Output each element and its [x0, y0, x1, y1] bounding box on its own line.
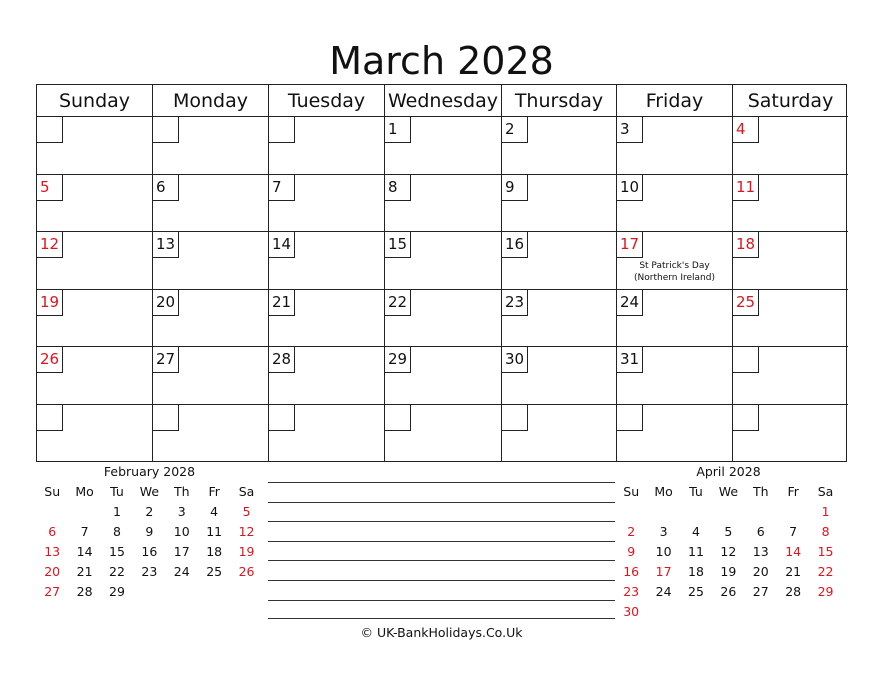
mini-day: 4 [692, 524, 700, 539]
day-number [733, 347, 759, 373]
copyright-footer: © UK-BankHolidays.Co.Uk [360, 625, 523, 640]
holiday-label-line: St Patrick's Day [639, 261, 710, 271]
mini-weekday-header: Mo [654, 484, 673, 499]
note-line[interactable] [268, 560, 615, 580]
mini-day: 29 [109, 584, 125, 599]
mini-day: 26 [720, 584, 737, 599]
mini-day: 25 [206, 564, 223, 579]
mini-day: 11 [688, 544, 704, 559]
mini-calendar-days [36, 482, 263, 602]
mini-day: 29 [817, 584, 834, 599]
day-number [37, 405, 63, 431]
mini-calendar-title: April 2028 [696, 464, 761, 479]
mini-day: 14 [76, 544, 93, 559]
mini-weekday-header: Fr [208, 484, 220, 499]
mini-weekday-header: Tu [110, 484, 124, 499]
mini-day: 10 [173, 524, 190, 539]
mini-day: 16 [623, 564, 640, 579]
mini-day: 24 [655, 584, 672, 599]
mini-day: 6 [756, 524, 765, 539]
weekday-header: Sunday [37, 85, 153, 117]
mini-day: 1 [821, 504, 830, 519]
mini-calendar-days [615, 482, 842, 622]
mini-day: 20 [44, 564, 61, 579]
mini-day: 16 [141, 544, 158, 559]
mini-weekday-header: Tu [689, 484, 703, 499]
mini-day [198, 582, 230, 602]
day-cell[interactable] [269, 117, 385, 175]
mini-calendar-previous-month [36, 463, 263, 602]
mini-day [777, 602, 809, 622]
day-number: 24 [617, 290, 643, 316]
mini-day: 21 [785, 564, 802, 579]
day-cell[interactable] [617, 347, 733, 405]
mini-day: 11 [206, 524, 223, 539]
mini-day: 19 [720, 564, 737, 579]
day-cell[interactable] [502, 175, 617, 232]
mini-day: 3 [659, 524, 668, 539]
mini-weekday-header: Fr [787, 484, 799, 499]
day-cell[interactable] [153, 405, 269, 461]
mini-day: 21 [76, 564, 93, 579]
mini-day: 19 [238, 544, 255, 559]
mini-weekday-header: Th [752, 484, 769, 499]
mini-day [230, 582, 262, 602]
mini-day: 3 [177, 504, 186, 519]
mini-day [680, 502, 712, 522]
day-number: 26 [37, 347, 63, 373]
day-cell[interactable] [617, 405, 733, 461]
weekday-header: Monday [153, 85, 269, 117]
day-number: 1 [385, 117, 411, 143]
day-number: 5 [37, 175, 63, 201]
day-cell[interactable] [502, 405, 617, 461]
day-number: 13 [153, 232, 179, 258]
day-cell[interactable] [733, 175, 848, 232]
mini-day [712, 502, 744, 522]
day-cell[interactable] [37, 175, 153, 232]
mini-day: 15 [109, 544, 125, 559]
mini-day: 18 [206, 544, 223, 559]
mini-day [166, 582, 198, 602]
weekday-header: Tuesday [269, 85, 385, 117]
mini-day: 12 [720, 544, 737, 559]
page-title: March 2028 [329, 39, 554, 83]
day-number: 21 [269, 290, 295, 316]
mini-weekday-header: We [139, 484, 160, 499]
day-number: 9 [502, 175, 528, 201]
mini-day: 9 [145, 524, 154, 539]
day-cell[interactable] [153, 290, 269, 347]
day-cell[interactable] [385, 290, 502, 347]
holiday-label-line: (Northern Ireland) [634, 273, 715, 283]
mini-day: 7 [80, 524, 89, 539]
mini-day: 4 [210, 504, 219, 519]
day-cell[interactable] [37, 347, 153, 405]
mini-day: 22 [817, 564, 834, 579]
mini-weekday-header: Sa [817, 484, 834, 499]
day-number: 2 [502, 117, 528, 143]
mini-day: 28 [76, 584, 93, 599]
day-cell[interactable] [153, 232, 269, 290]
day-number: 20 [153, 290, 179, 316]
day-number: 29 [385, 347, 411, 373]
day-number [385, 405, 411, 431]
mini-day: 8 [821, 524, 830, 539]
day-number [502, 405, 528, 431]
mini-calendar-next-month [615, 463, 842, 622]
holiday-label [617, 260, 732, 284]
mini-day: 23 [141, 564, 158, 579]
day-number: 16 [502, 232, 528, 258]
mini-day [647, 502, 679, 522]
mini-day: 15 [817, 544, 834, 559]
mini-day [777, 502, 809, 522]
weekday-header: Friday [617, 85, 733, 117]
note-line[interactable] [268, 541, 615, 561]
day-number: 15 [385, 232, 411, 258]
mini-day: 2 [145, 504, 154, 519]
day-number: 17 [617, 232, 643, 258]
mini-weekday-header: Su [44, 484, 61, 499]
mini-day: 2 [627, 524, 636, 539]
day-cell[interactable] [37, 290, 153, 347]
note-line[interactable] [268, 521, 615, 541]
mini-day: 27 [44, 584, 61, 599]
day-number: 3 [617, 117, 643, 143]
day-number: 27 [153, 347, 179, 373]
day-number: 30 [502, 347, 528, 373]
mini-day: 27 [752, 584, 769, 599]
day-cell[interactable] [733, 232, 848, 290]
mini-day [809, 602, 841, 622]
day-cell[interactable] [617, 290, 733, 347]
mini-day: 28 [785, 584, 802, 599]
day-cell[interactable] [733, 347, 848, 405]
day-cell[interactable] [617, 232, 733, 290]
mini-day: 22 [109, 564, 125, 579]
day-number: 14 [269, 232, 295, 258]
notes-lines [268, 482, 615, 619]
day-number [153, 405, 179, 431]
day-cell[interactable] [269, 347, 385, 405]
mini-day: 6 [48, 524, 57, 539]
day-number [269, 117, 295, 143]
mini-day [615, 502, 647, 522]
day-cell[interactable] [37, 117, 153, 175]
month-calendar-grid [36, 84, 847, 462]
day-number: 19 [37, 290, 63, 316]
day-cell[interactable] [153, 347, 269, 405]
day-cell[interactable] [385, 405, 502, 461]
day-number: 31 [617, 347, 643, 373]
mini-calendar-title: February 2028 [103, 464, 196, 479]
note-line[interactable] [268, 482, 615, 502]
day-number: 18 [733, 232, 759, 258]
day-cell[interactable] [153, 117, 269, 175]
mini-day: 18 [688, 564, 704, 579]
mini-weekday-header: Th [173, 484, 190, 499]
mini-day [745, 502, 777, 522]
mini-day [745, 602, 777, 622]
mini-day: 7 [789, 524, 798, 539]
day-number: 12 [37, 232, 63, 258]
mini-day [133, 582, 165, 602]
day-number: 6 [153, 175, 179, 201]
weekday-header: Wednesday [385, 85, 502, 117]
day-number: 28 [269, 347, 295, 373]
mini-day [68, 502, 100, 522]
day-cell[interactable] [269, 175, 385, 232]
day-number: 10 [617, 175, 643, 201]
mini-day: 20 [752, 564, 769, 579]
day-cell[interactable] [153, 175, 269, 232]
mini-day: 14 [785, 544, 802, 559]
mini-day: 9 [627, 544, 636, 559]
day-cell[interactable] [37, 405, 153, 461]
mini-day: 25 [688, 584, 704, 599]
mini-day [680, 602, 712, 622]
mini-day: 24 [173, 564, 190, 579]
day-number: 23 [502, 290, 528, 316]
mini-day: 8 [113, 524, 121, 539]
day-cell[interactable] [385, 175, 502, 232]
day-cell[interactable] [617, 175, 733, 232]
mini-weekday-header: We [718, 484, 739, 499]
day-cell[interactable] [733, 117, 848, 175]
mini-day [647, 602, 679, 622]
day-cell[interactable] [617, 117, 733, 175]
day-cell[interactable] [502, 232, 617, 290]
day-number: 4 [733, 117, 759, 143]
day-number: 8 [385, 175, 411, 201]
day-number [617, 405, 643, 431]
mini-day [712, 602, 744, 622]
day-number [733, 405, 759, 431]
day-number: 11 [733, 175, 759, 201]
mini-day: 12 [238, 524, 255, 539]
note-line[interactable] [268, 600, 615, 620]
day-number: 25 [733, 290, 759, 316]
day-number [37, 117, 63, 143]
day-cell[interactable] [733, 405, 848, 461]
day-number: 7 [269, 175, 295, 201]
note-line[interactable] [268, 580, 615, 600]
mini-day: 26 [238, 564, 255, 579]
day-cell[interactable] [269, 232, 385, 290]
day-cell[interactable] [733, 290, 848, 347]
mini-day: 1 [113, 504, 121, 519]
weekday-header: Saturday [733, 85, 848, 117]
day-number [153, 117, 179, 143]
day-cell[interactable] [269, 405, 385, 461]
day-cell[interactable] [385, 117, 502, 175]
day-cell[interactable] [385, 347, 502, 405]
day-number: 22 [385, 290, 411, 316]
mini-weekday-header: Sa [238, 484, 255, 499]
mini-day: 13 [752, 544, 769, 559]
mini-day: 23 [623, 584, 640, 599]
note-line[interactable] [268, 502, 615, 522]
day-cell[interactable] [502, 347, 617, 405]
mini-day: 17 [173, 544, 190, 559]
day-cell[interactable] [385, 232, 502, 290]
mini-day [36, 502, 68, 522]
day-cell[interactable] [502, 290, 617, 347]
mini-day: 10 [655, 544, 672, 559]
mini-day: 17 [655, 564, 672, 579]
weekday-header: Thursday [502, 85, 617, 117]
mini-weekday-header: Su [623, 484, 640, 499]
mini-day: 13 [44, 544, 61, 559]
day-cell[interactable] [502, 117, 617, 175]
day-cell[interactable] [37, 232, 153, 290]
mini-day: 5 [242, 504, 251, 519]
day-cell[interactable] [269, 290, 385, 347]
mini-weekday-header: Mo [75, 484, 94, 499]
mini-day: 30 [623, 604, 640, 619]
mini-day: 5 [724, 524, 733, 539]
day-number [269, 405, 295, 431]
